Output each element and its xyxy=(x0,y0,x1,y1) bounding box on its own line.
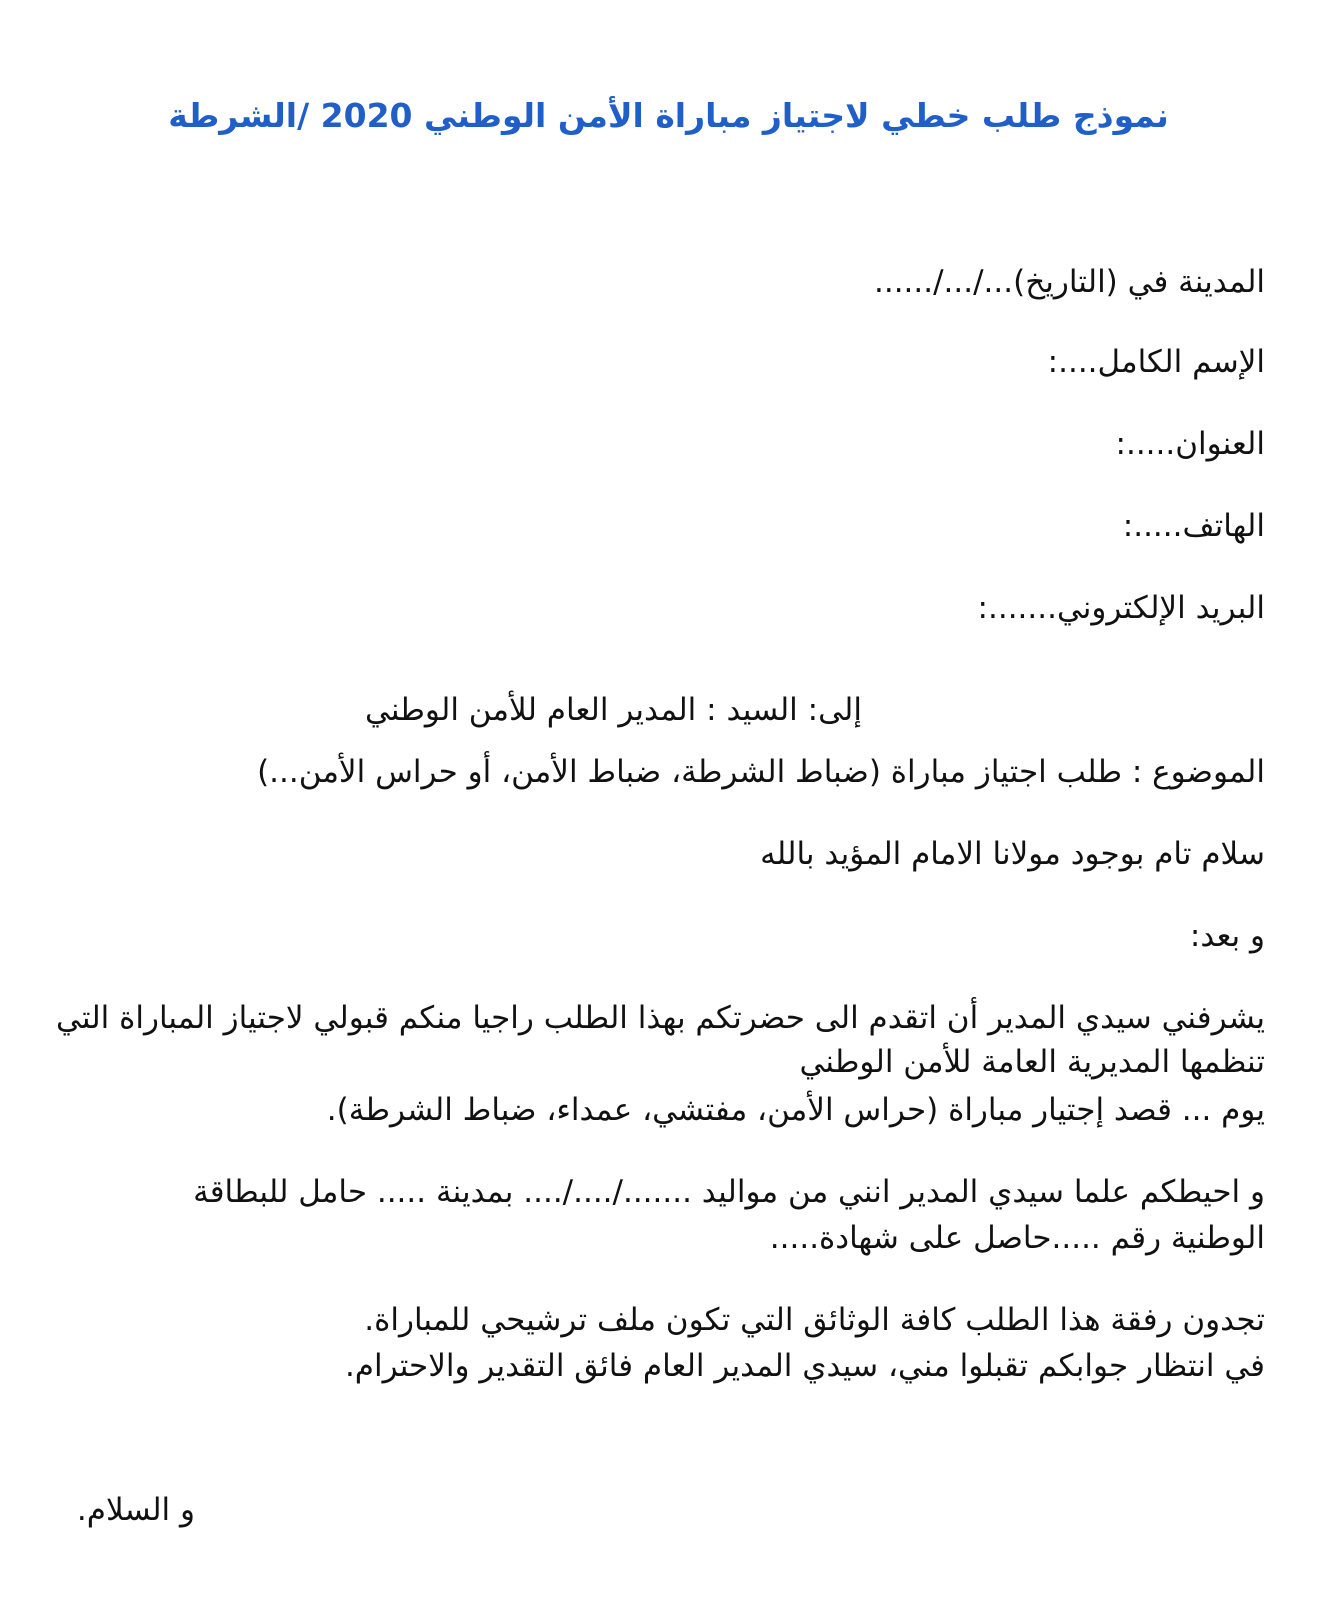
document-title: نموذج طلب خطي لاجتياز مباراة الأمن الوطني 2020 /الشرطة xyxy=(168,96,1169,135)
city-date-field: المدينة في (التاريخ).../.../...... xyxy=(873,264,1265,300)
body-paragraph-3-line-2: في انتظار جوابكم تقبلوا مني، سيدي المدير العام فائق التقدير والاحترام. xyxy=(344,1348,1265,1384)
body-paragraph-1-line-1: يشرفني سيدي المدير أن اتقدم الى حضرتكم بهذا الطلب راجيا منكم قبولي لاجتياز المباراة التي xyxy=(56,1000,1265,1036)
email-field: البريد الإلكتروني.......: xyxy=(977,590,1265,626)
body-paragraph-3-line-1: تجدون رفقة هذا الطلب كافة الوثائق التي تكون ملف ترشيحي للمباراة. xyxy=(364,1302,1265,1338)
body-paragraph-1-line-3: يوم ... قصد إجتيار مباراة (حراس الأمن، مفتشي، عمداء، ضباط الشرطة). xyxy=(326,1092,1265,1128)
closing-line: و السلام. xyxy=(76,1492,195,1528)
after-greeting-line: و بعد: xyxy=(1189,918,1265,954)
subject-line: الموضوع : طلب اجتياز مباراة (ضباط الشرطة، ضباط الأمن، أو حراس الأمن...) xyxy=(257,754,1265,790)
phone-field: الهاتف.....: xyxy=(1122,508,1265,544)
greeting-line: سلام تام بوجود مولانا الامام المؤيد بالله xyxy=(760,836,1265,872)
addressee-line: إلى: السيد : المدير العام للأمن الوطني xyxy=(365,692,862,728)
address-field: العنوان.....: xyxy=(1115,426,1265,462)
full-name-field: الإسم الكامل....: xyxy=(1047,344,1265,380)
body-paragraph-2-line-1: و احيطكم علما سيدي المدير انني من مواليد ......./..../.... بمدينة ..... حامل للبطاقة xyxy=(193,1174,1265,1210)
body-paragraph-2-line-2: الوطنية رقم .....حاصل على شهادة..... xyxy=(769,1220,1265,1256)
body-paragraph-1-line-2: تنظمها المديرية العامة للأمن الوطني xyxy=(799,1044,1265,1080)
